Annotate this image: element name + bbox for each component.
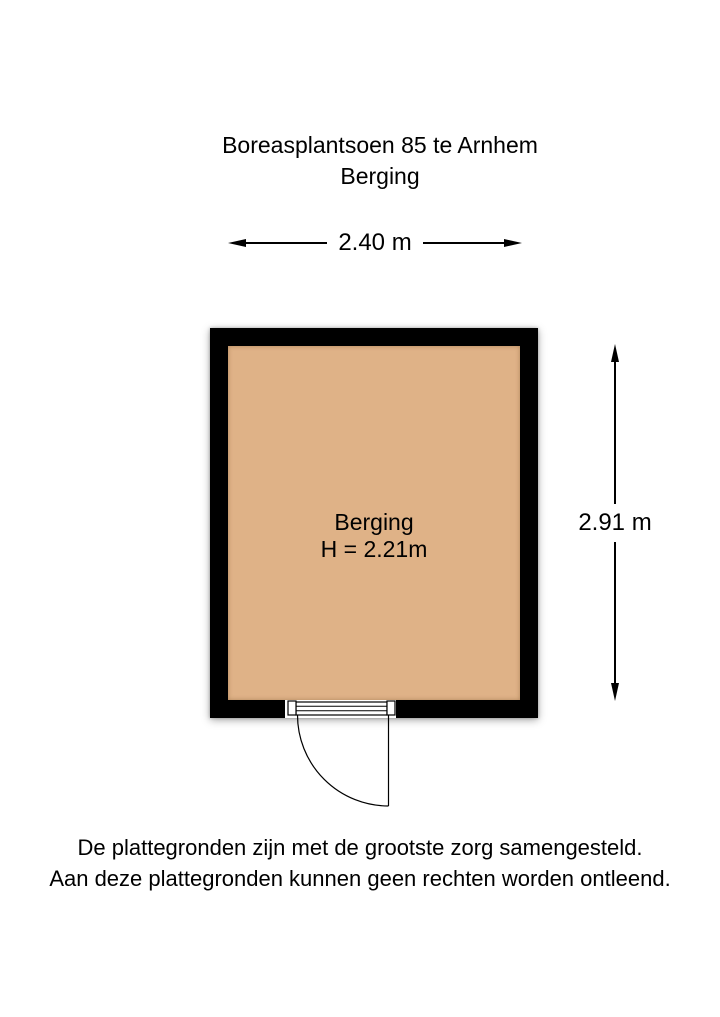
door-post-right (387, 701, 395, 715)
door (280, 695, 410, 815)
disclaimer-line-2: Aan deze plattegronden kunnen geen rechten worden ontleend. (49, 866, 671, 891)
width-dimension (228, 229, 522, 257)
height-dimension-label: 2.91 m (578, 508, 652, 536)
room-label (228, 509, 520, 563)
height-dimension (571, 344, 659, 701)
room-ceiling-height: H = 2.21m (320, 536, 428, 562)
door-swing-arc (298, 715, 389, 806)
dimension-line-right (423, 242, 504, 244)
disclaimer-line-1: De plattegronden zijn met de grootste zorg samengesteld. (77, 835, 643, 860)
arrow-down-icon (611, 683, 619, 701)
width-dimension-label: 2.40 m (338, 229, 412, 256)
floorplan-title (40, 130, 720, 192)
door-post-left (288, 701, 296, 715)
arrow-left-icon (228, 239, 246, 247)
dimension-line-left (246, 242, 327, 244)
door-frame (296, 702, 387, 715)
arrow-right-icon (504, 239, 522, 247)
dimension-line-bottom (614, 542, 616, 684)
arrow-up-icon (611, 344, 619, 362)
dimension-line-top (614, 362, 616, 504)
room-berging (210, 328, 538, 718)
room-name: Berging (334, 509, 414, 535)
footer-disclaimer (0, 832, 720, 894)
title-room-type: Berging (340, 163, 420, 189)
title-address: Boreasplantsoen 85 te Arnhem (222, 132, 538, 158)
